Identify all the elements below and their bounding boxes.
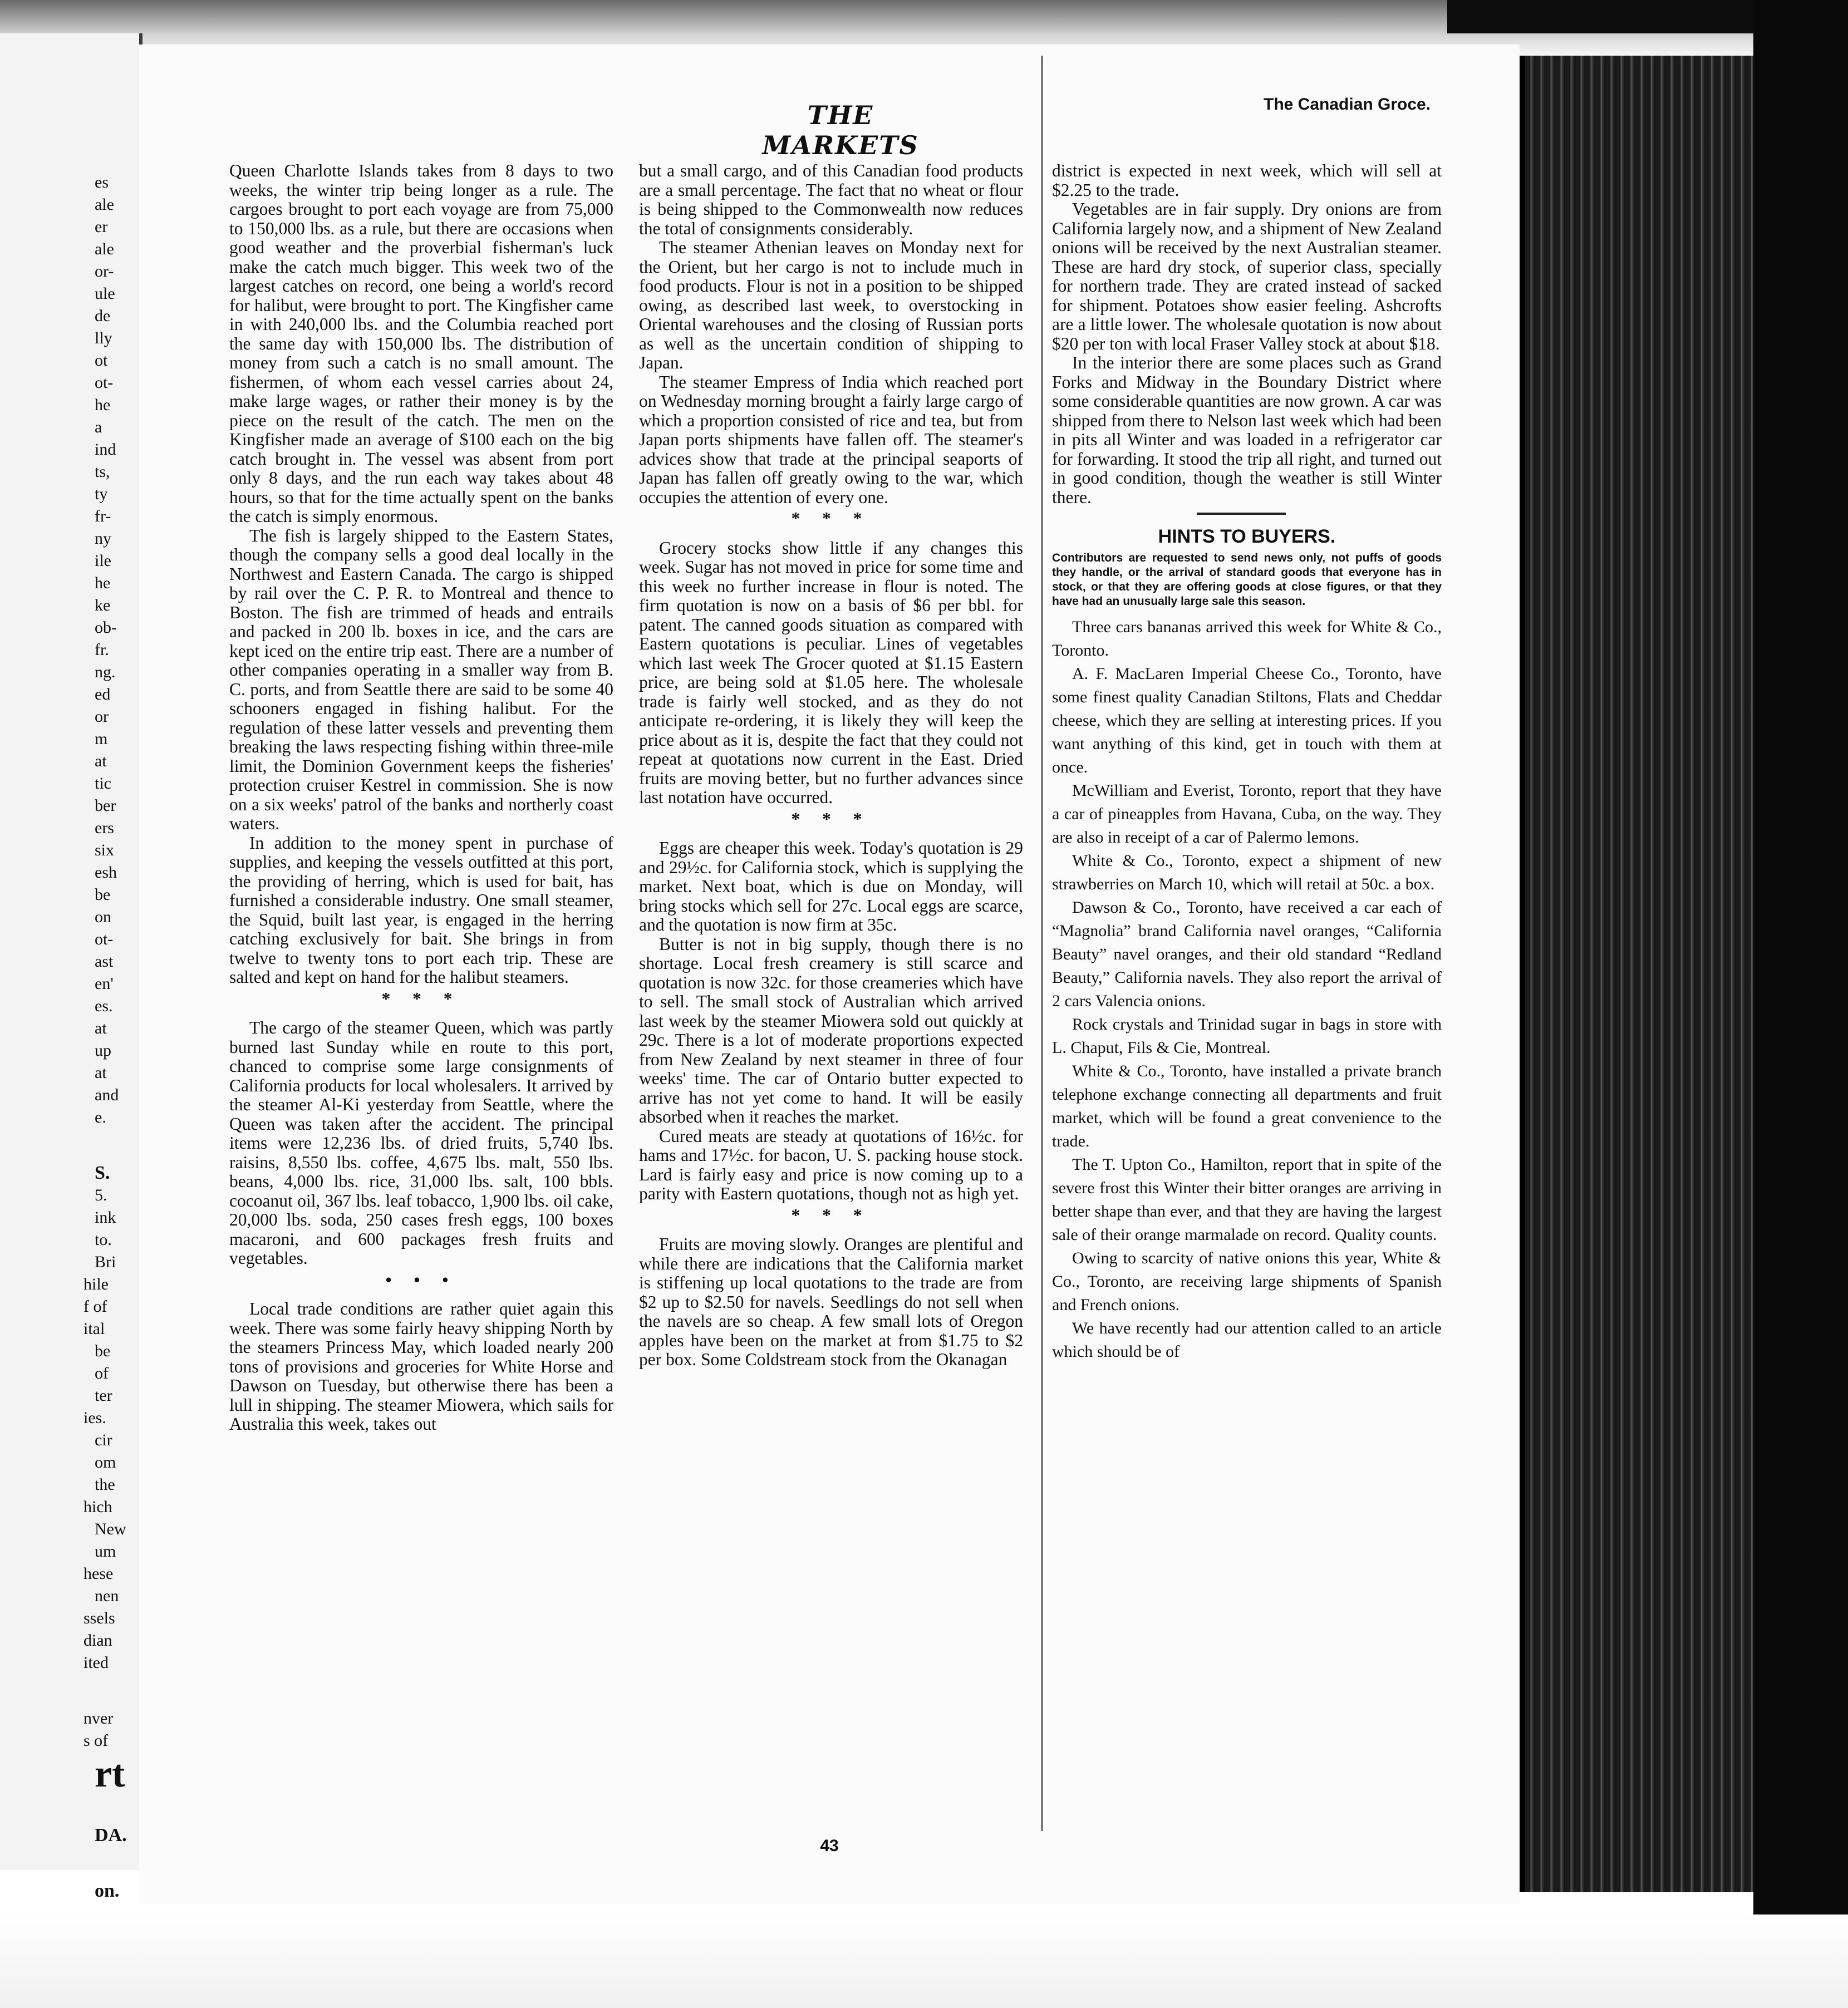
facing-page-text-fragment: he: [95, 574, 111, 592]
paragraph: The steamer Empress of India which reached port on Wednesday morning brought a fairly large cargo of which a proportion consisted of rice and tea, but from Japan ports shipments have fallen off. The steamer's advices show that trade at the principal seaports of Japan has fallen off greatly owing to the war, which occupies the attention of every one.: [639, 372, 1023, 507]
paragraph: The cargo of the steamer Queen, which was partly burned last Sunday while en route to this port, chanced to comprise some large consignments of California products for local wholesalers. It arrived by the steamer Al-Ki yesterday from Seattle, where the Queen was taken after the accident. The principal items were 12,236 lbs. of dried fruits, 5,740 lbs. raisins, 8,550 lbs. coffee, 4,675 lbs. malt, 550 lbs. beans, 4,000 lbs. rice, 31,000 lbs. salt, 100 bbls. cocoanut oil, 367 lbs. leaf tobacco, 1,900 lbs. oil cake, 20,000 lbs. soda, 250 cases fresh eggs, 100 boxes macaroni, and 600 packages fresh fruits and vegetables.: [229, 1018, 613, 1268]
facing-page-text-fragment: be: [95, 1342, 111, 1360]
column-3: [1052, 161, 1442, 1364]
facing-page-text-fragment: ind: [95, 440, 116, 459]
facing-page-text-fragment: ot-: [95, 930, 114, 948]
paragraph: Eggs are cheaper this week. Today's quotation is 29 and 29½c. for California stock, which is supplying the market. Next boat, which is due on Monday, will bring stocks which sell for 27c. Local eggs are scarce, and the quotation is now firm at 35c.: [639, 838, 1023, 934]
facing-page-text-fragment: lly: [95, 329, 112, 347]
facing-page-text-fragment: nver: [83, 1709, 114, 1728]
hint-item: McWilliam and Everist, Toronto, report that they have a car of pineapples from Havana, Cuba, on the way. They are also in receipt of a car of Palermo lemons.: [1052, 781, 1442, 846]
facing-page-text-fragment: DA.: [95, 1825, 127, 1845]
hint-item: Rock crystals and Trinidad sugar in bags in store with L. Chaput, Fils & Cie, Montreal.: [1052, 1015, 1442, 1057]
paragraph: In the interior there are some places such as Grand Forks and Midway in the Boundary District where some considerable quantities are now grown. A car was shipped from there to Nelson last week which had been in pits all Winter and was loaded in a refrigerator car for forwarding. It stood the trip all right, and turned out in good condition, though the weather is still Winter there.: [1052, 353, 1442, 507]
hints-list: [1052, 616, 1442, 1364]
facing-page-text-fragment: tic: [95, 774, 111, 793]
facing-page-text-fragment: m: [95, 730, 108, 748]
facing-page-text-fragment: ke: [95, 596, 111, 614]
facing-page-text-fragment: cir: [95, 1431, 112, 1449]
facing-page-text-fragment: at: [95, 1019, 107, 1037]
facing-page-text-fragment: ber: [95, 796, 116, 815]
facing-page-text-fragment: of: [95, 1364, 109, 1382]
facing-page-text-fragment: he: [95, 396, 111, 414]
facing-page-text-fragment: hile: [83, 1275, 109, 1293]
scan-black-margin: [1753, 0, 1848, 2008]
facing-page-text-fragment: hich: [83, 1498, 112, 1516]
facing-page-text-fragment: Bri: [95, 1253, 116, 1271]
facing-page-text-fragment: rt: [95, 1753, 125, 1795]
facing-page-text-fragment: ssels: [83, 1609, 115, 1627]
hints-to-buyers-heading: HINTS TO BUYERS.: [1158, 526, 1336, 547]
page-number: 43: [820, 1837, 839, 1855]
facing-page-text-fragment: ile: [95, 552, 111, 570]
paragraph: The steamer Athenian leaves on Monday next for the Orient, but her cargo is not to include much in food products. Flour is not in a position to be shipped owing, as described last week, to overstocking in Oriental warehouses and the closing of Russian ports as well as the uncertain condition of shipping to Japan.: [639, 238, 1023, 372]
facing-page-text-fragment: ale: [95, 240, 114, 258]
facing-page-text-fragment: ital: [83, 1320, 105, 1338]
facing-page-text-fragment: 5.: [95, 1186, 107, 1204]
facing-page-text-fragment: and: [95, 1086, 119, 1104]
hint-item: Owing to scarcity of native onions this year, White & Co., Toronto, are receiving large shipments of Spanish and French onions.: [1052, 1248, 1442, 1314]
column-2: [639, 161, 1023, 1370]
column-rule: [1041, 56, 1043, 1831]
facing-page-text-fragment: ink: [95, 1208, 116, 1227]
paragraph: Cured meats are steady at quotations of 16½c. for hams and 17½c. for bacon, U. S. packing house stock. Lard is fairly easy and price is now coming up to a parity with Eastern quotations, though not as high yet.: [639, 1126, 1023, 1203]
short-rule: [1197, 513, 1286, 515]
hint-item: The T. Upton Co., Hamilton, report that in spite of the severe frost this Winter their bitter oranges are arriving in better shape than ever, and that they are having the largest sale of their orange marmalade on record. Quality counts.: [1052, 1155, 1442, 1244]
section-separator: * * *: [791, 809, 871, 829]
facing-page-text-fragment: fr-: [95, 507, 111, 525]
facing-page-fragment: [0, 33, 142, 1901]
paragraph: Grocery stocks show little if any changes this week. Sugar has not moved in price for some time and this week no further increase in flour is noted. The firm quotation is now on a basis of $6 per bbl. for patent. The canned goods situation as compared with Eastern quotations is peculiar. Lines of vegetables which last week The Grocer quoted at $1.15 Eastern price, are being sold at $1.05 here. The wholesale trade is fairly well stocked, and as they do not anticipate re-ordering, it is likely they will keep the price about as it is, despite the fact that they could not repeat at quotations now current in the East. Dried fruits are moving better, but no further advances since last notation have occurred.: [639, 538, 1023, 807]
facing-page-text-fragment: es: [95, 173, 109, 191]
facing-page-text-fragment: hese: [83, 1564, 114, 1583]
facing-page-text-fragment: at: [95, 1064, 107, 1082]
section-separator: • • •: [385, 1269, 458, 1290]
facing-page-text-fragment: esh: [95, 863, 117, 882]
facing-page-text-fragment: S.: [95, 1163, 110, 1183]
hint-item: White & Co., Toronto, expect a shipment of new strawberries on March 10, which will retail at 50c. a box.: [1052, 851, 1442, 893]
facing-page-text-fragment: ast: [95, 952, 114, 971]
hint-item: Three cars bananas arrived this week for White & Co., Toronto.: [1052, 617, 1442, 660]
paragraph: Butter is not in big supply, though there is no shortage. Local fresh creamery is still scarce and quotation is now 32c. for those creameries which have to sell. The small stock of Australian which arrived last week by the steamer Miowera sold out quickly at 29c. There is a lot of moderate proportions expected from New Zealand by next steamer in three of four weeks' time. The car of Ontario butter expected to arrive has not yet come to hand. It will be easily absorbed when it reaches the market.: [639, 934, 1023, 1126]
facing-page-text-fragment: ale: [95, 195, 114, 214]
facing-page-text-fragment: om: [95, 1453, 116, 1471]
paragraph: The fish is largely shipped to the Eastern States, though the company sells a good deal locally in the Northwest and Eastern Canada. The cargo is shipped by rail over the C. P. R. to Montreal and thence to Boston. The fish are trimmed of heads and entrails and packed in 200 lb. boxes in ice, and the cars are kept iced on the entire trip east. There are a number of other companies operating in a smaller way from B. C. ports, and from Seattle there are said to be some 40 schooners engaged in fishing halibut. For the regulation of these latter vessels and preventing them breaking the laws respecting fishing within three-mile limit, the Dominion Government keeps the fisheries' protection cruiser Kestrel in commission. She is now on a six weeks' patrol of the banks and northerly coast waters.: [229, 525, 613, 833]
paragraph: In addition to the money spent in purchase of supplies, and keeping the vessels outfitted at this port, the providing of herring, which is used for bait, has furnished a considerable industry. One small steamer, the Squid, built last year, is engaged in the herring catching exclusively for bait. She brings in from twelve to twenty tons to port each trip. These are salted and kept on hand for the halibut steamers.: [229, 833, 613, 987]
facing-page-text-fragment: ty: [95, 485, 108, 503]
facing-page-text-fragment: a: [95, 418, 102, 436]
facing-page-text-fragment: e.: [95, 1108, 106, 1126]
paragraph: Queen Charlotte Islands takes from 8 days to two weeks, the winter trip being longer as a rule. The cargoes brought to port each voyage are from 75,000 to 150,000 lbs. as a rule, but there are occasions when good weather and the proverbial fisherman's luck make the catch much bigger. This week two of the largest catches on record, one being a world's record for halibut, were brought to port. The Kingfisher came in with 240,000 lbs. and the Columbia reached port the same day with 150,000 lbs. The distribution of money from such a catch is no small amount. The fishermen, of whom each vessel carries about 24, make large wages, or rather their money is by the piece on the result of the catch. The men on the Kingfisher made an average of $100 each on the big catch brought in. The vessel was absent from port only 8 days, and the run each way takes about 48 hours, so that for the time actually spent on the banks the catch is simply enormous.: [229, 161, 613, 526]
facing-page-text-fragment: ule: [95, 284, 115, 303]
facing-page-text-fragment: ts,: [95, 462, 110, 481]
facing-page-text-fragment: six: [95, 841, 115, 859]
facing-page-text-fragment: on.: [95, 1881, 120, 1901]
scan-bottom-margin: [0, 1915, 1848, 2008]
facing-page-text-fragment: ob-: [95, 618, 117, 637]
facing-page-text-fragment: on: [95, 908, 111, 926]
section-separator: * * *: [791, 509, 871, 528]
contributors-note: Contributors are requested to send news only, not puffs of goods they handle, or the arrival of standard goods that everyone has in stock, or that they are offering goods at close figures, or that they have had an unusually large sale this season.: [1052, 551, 1442, 608]
facing-page-text-fragment: New: [95, 1520, 126, 1538]
facing-page-text-fragment: dian: [83, 1631, 112, 1650]
hint-item: We have recently had our attention called to an article which should be of: [1052, 1318, 1442, 1361]
paragraph: Fruits are moving slowly. Oranges are plentiful and while there are indications that the California market is stiffening up local quotations to the trade are from $2 up to $2.50 for navels. Seedlings do not sell when the navels are so cheap. A few small lots of Oregon apples have been on the market at from $1.75 to $2 per box. Some Coldstream stock from the Okanagan: [639, 1234, 1023, 1369]
facing-page-text-fragment: or: [95, 707, 109, 726]
section-separator: * * *: [381, 988, 461, 1008]
paragraph: Vegetables are in fair supply. Dry onions are from California largely now, and a shipment of New Zealand onions will be received by the next Australian steamer. These are hard dry stock, of superior class, specially for northern trade. They are crated instead of sacked for shipment. Potatoes show easier feeling. Ashcrofts are a little lower. The wholesale quotation is now about $20 per ton with local Fraser Valley stock at about $18.: [1052, 199, 1442, 353]
facing-page-text-fragment: ot: [95, 351, 108, 370]
facing-page-text-fragment: s of: [83, 1731, 109, 1750]
facing-page-text-fragment: f of: [83, 1297, 107, 1316]
facing-page-text-fragment: ter: [95, 1386, 112, 1405]
facing-page-text-fragment: ng.: [95, 663, 116, 681]
facing-page-text-fragment: to.: [95, 1231, 112, 1249]
facing-page-text-fragment: up: [95, 1041, 111, 1060]
facing-page-text-fragment: ed: [95, 685, 111, 703]
running-head: THE MARKETS: [762, 100, 919, 160]
hint-item: A. F. MacLaren Imperial Cheese Co., Toronto, have some finest quality Canadian Stiltons, Flats and Cheddar cheese, which they are selling at interesting prices. If you want anything of this kind, get in touch with them at once.: [1052, 664, 1442, 776]
facing-page-text-fragment: fr.: [95, 641, 109, 659]
section-separator: * * *: [791, 1205, 871, 1225]
facing-page-text-fragment: um: [95, 1542, 116, 1561]
facing-page-text-fragment: de: [95, 307, 111, 325]
facing-page-text-fragment: at: [95, 752, 107, 770]
facing-page-text-fragment: es.: [95, 997, 113, 1015]
facing-page-text-fragment: ot-: [95, 373, 114, 392]
hint-item: Dawson & Co., Toronto, have received a car each of “Magnolia” brand California navel oranges, “California Beauty” navel oranges, and their old standard “Redland Beauty,” California navels. They also report the arrival of 2 cars Valencia onions.: [1052, 898, 1442, 1010]
facing-page-text-fragment: ited: [83, 1653, 109, 1672]
paragraph: district is expected in next week, which will sell at $2.25 to the trade.: [1052, 161, 1442, 200]
column-1: [229, 161, 613, 1434]
facing-page-text-fragment: be: [95, 885, 111, 904]
journal-name: The Canadian Groce.: [1264, 95, 1431, 114]
paragraph: but a small cargo, and of this Canadian food products are a small percentage. The fact that no wheat or flour is being shipped to the Commonwealth now reduces the total of consignments considerably.: [639, 161, 1023, 238]
facing-page-text-fragment: nen: [95, 1587, 119, 1605]
paragraph: Local trade conditions are rather quiet again this week. There was some fairly heavy shipping North by the steamers Princess May, which loaded nearly 200 tons of provisions and groceries for White Horse and Dawson on Tuesday, but otherwise there has been a lull in shipping. The steamer Miowera, which sails for Australia this week, takes out: [229, 1299, 613, 1434]
facing-page-text-fragment: ers: [95, 819, 114, 837]
facing-page-text-fragment: er: [95, 218, 108, 236]
facing-page-text-fragment: ies.: [83, 1409, 106, 1427]
facing-page-text-fragment: or-: [95, 262, 114, 280]
hint-item: White & Co., Toronto, have installed a private branch telephone exchange connecting all departments and fruit market, which will be found a great convenience to the trade.: [1052, 1061, 1442, 1150]
facing-page-text-fragment: the: [95, 1475, 115, 1494]
facing-page-text-fragment: en': [95, 975, 114, 993]
book-page-edges: [1520, 56, 1759, 1892]
facing-page-text-fragment: ny: [95, 529, 111, 548]
